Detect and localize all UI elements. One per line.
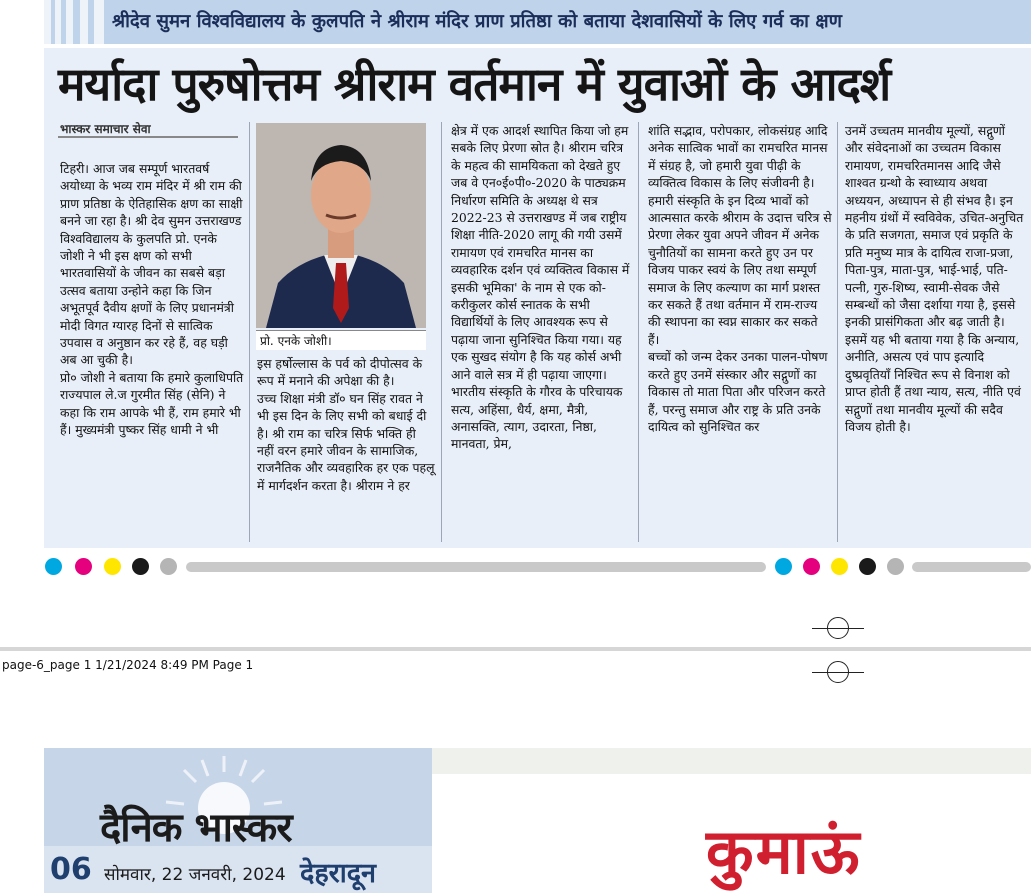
byline-rule [58, 136, 238, 138]
magenta-registration-dot [803, 558, 820, 575]
black-registration-dot [859, 558, 876, 575]
portrait-illustration [256, 123, 426, 328]
yellow-registration-dot [104, 558, 121, 575]
crosshair-icon [827, 617, 849, 639]
column-rule [441, 122, 442, 542]
kicker-stripe [80, 0, 88, 44]
article-column-1: टिहरी। आज जब सम्पूर्ण भारतवर्ष अयोध्या के भव्य राम मंदिर में श्री राम की प्राण प्रतिष्ठा के ऐतिहासिक क्षण का साक्षी बनने जा रहा है। श्री देव सुमन उत्तराखण्ड विश्वविद्यालय के कुलपति प्रो. एनके जोशी ने भी इस क्षण को सभी भारतवासियों के जीवन का सबसे बड़ा उत्सव बताया उन्होने कहा कि जिन अभूतपूर्व दैवीय क्षणों के लिए प्रधानमंत्री मोदी विगत ग्यारह दिनों से सात्विक उपवास व अनुष्ठान कर रहे हैं, वह घड़ी अब आ चुकी है। प्रो० जोशी ने बताया कि हमारे कुलाधिपति राज्यपाल ले.ज गुरमीत सिंह (सेनि) ने कहा कि राम आपके भी हैं, राम हमारे भी हैं। मुख्यमंत्री पुष्कर सिंह धामी ने भी [60, 161, 244, 438]
kicker-text: श्रीदेव सुमन विश्वविद्यालय के कुलपति ने श्रीराम मंदिर प्राण प्रतिष्ठा को बताया देशवासियों के लिए गर्व का क्षण [112, 11, 843, 32]
column-rule [249, 122, 250, 542]
article-column-4: शांति सद्भाव, परोपकार, लोकसंग्रह आदि अनेक सात्विक भावों का रामचरित मानस में संग्रह है, जो हमारी युवा पीढ़ी के व्यक्तित्व विकास के लिए संजीवनी है। हमारी संस्कृति के इन दिव्य भावों को आत्मसात करके श्रीराम के उदात्त चरित्र से प्रेरणा लेकर युवा अपने जीवन में अनेक चुनौतियों का सामना करते हुए उन पर विजय पाकर स्वयं के लिए तथा सम्पूर्ण समाज के लिए कल्याण का मार्ग प्रशस्त कर सकते हैं तथा वर्तमान में राम-राज्य की स्थापना का स्वप्न साकार कर सकते हैं। बच्चों को जन्म देकर उनका पालन-पोषण करते हुए उनमें संस्कार और सद्गुणों का विकास तो माता पिता और परिजन करते हैं, परन्तु समाज और राष्ट्र के प्रति उनके दायित्व को सुनिश्चित कर [648, 123, 832, 434]
column-rule [837, 122, 838, 542]
region-title: कुमाऊं [706, 815, 862, 888]
yellow-registration-dot [831, 558, 848, 575]
column-rule [638, 122, 639, 542]
print-slug: page-6_page 1 1/21/2024 8:49 PM Page 1 [2, 658, 254, 672]
page-number: 06 [50, 852, 92, 887]
article-column-2: इस हर्षोल्लास के पर्व को दीपोत्सव के रूप में मनाने की अपेक्षा की है। उच्च शिक्षा मंत्री डॉ० घन सिंह रावत ने भी इस दिन के लिए सभी को बधाई दी है। श्री राम का चरित्र सिर्फ भक्ति ही नहीं वरन हमारे जीवन के सामाजिक, राजनैतिक और व्यवहारिक हर एक पहलू में मार्गदर्शन करता है। श्रीराम ने हर [257, 356, 435, 493]
article-column-5: उनमें उच्चतम मानवीय मूल्यों, सद्गुणों और संवेदनाओं का उच्चतम विकास रामायण, रामचरितमानस आदि जैसे शाश्वत ग्रन्थो के स्वाध्याय अथवा अध्ययन, अध्यापन से ही संभव है। इन महनीय ग्रंथों में स्वविवेक, उचित-अनुचित के प्रति सजगता, समाज एवं प्रकृति के प्रति मनुष्य मात्र के दायित्व राजा-प्रजा, पिता-पुत्र, माता-पुत्र, भाई-भाई, पति-पत्नी, गुरु-शिष्य, स्वामी-सेवक जैसे सम्बन्धों को जैसा दर्शाया गया है, इससे इनकी प्रासंगिकता और बढ़ जाती है। इसमें यह भी बताया गया है कि अन्याय, अनीति, असत्य एवं पाप इत्यादि दुष्प्रवृतियाँ निश्चित रूप से विनाश को प्राप्त होती हैं तथा न्याय, सत्य, नीति एवं सद्गुणों तथा मानवीय मूल्यों की सदैव विजय होती है। [845, 123, 1024, 434]
portrait-photo [256, 123, 426, 328]
sheet-edge [0, 647, 1031, 651]
kicker-stripe [94, 0, 104, 44]
edition-date: सोमवार, 22 जनवरी, 2024 [104, 865, 286, 885]
brand-title: दैनिक भास्कर [100, 805, 292, 851]
registration-track [912, 562, 1031, 572]
magenta-registration-dot [75, 558, 92, 575]
kicker-stripe [66, 0, 73, 44]
photo-caption: प्रो. एनके जोशी। [256, 330, 426, 350]
registration-track [186, 562, 766, 572]
kicker-stripe [44, 0, 51, 44]
article-column-3: क्षेत्र में एक आदर्श स्थापित किया जो हम सबके लिए प्रेरणा स्रोत है। श्रीराम चरित्र के महत्व की सामयिकता को देखते हुए जब वे एन०ई०पी०-2020 के पाठ्यक्रम निर्धारण समिति के अध्यक्ष थे सत्र 2022-23 से उत्तराखण्ड में जब राष्ट्रीय शिक्षा नीति-2020 लागू की गयी उसमें रामायण एवं रामचरित मानस का व्यवहारिक दर्शन एवं व्यक्तित्व विकास में इसकी भूमिका' के नाम से एक को-करीकुलर कोर्स स्नातक के सभी विद्यार्थियों के लिए आवश्यक रूप से पढ़ाया जाना सुनिश्चित किया गया। यह एक सुखद संयोग है कि यह कोर्स अभी आने वाले सत्र में ही पढ़ाया जाएगा। भारतीय संस्कृति के गौरव के परिचायक सत्य, अहिंसा, धैर्य, क्षमा, मैत्री, अनासक्ति, त्याग, उदारता, निष्ठा, मानवता, प्रेम, [451, 123, 630, 452]
gray-registration-dot [887, 558, 904, 575]
gray-registration-dot [160, 558, 177, 575]
byline: भास्कर समाचार सेवा [60, 122, 151, 136]
cyan-registration-dot [45, 558, 62, 575]
headline: मर्यादा पुरुषोत्तम श्रीराम वर्तमान में युवाओं के आदर्श [58, 57, 891, 111]
edition-city: देहरादून [300, 858, 377, 889]
cyan-registration-dot [775, 558, 792, 575]
crosshair-icon [827, 661, 849, 683]
black-registration-dot [132, 558, 149, 575]
kicker-stripe [55, 0, 61, 44]
